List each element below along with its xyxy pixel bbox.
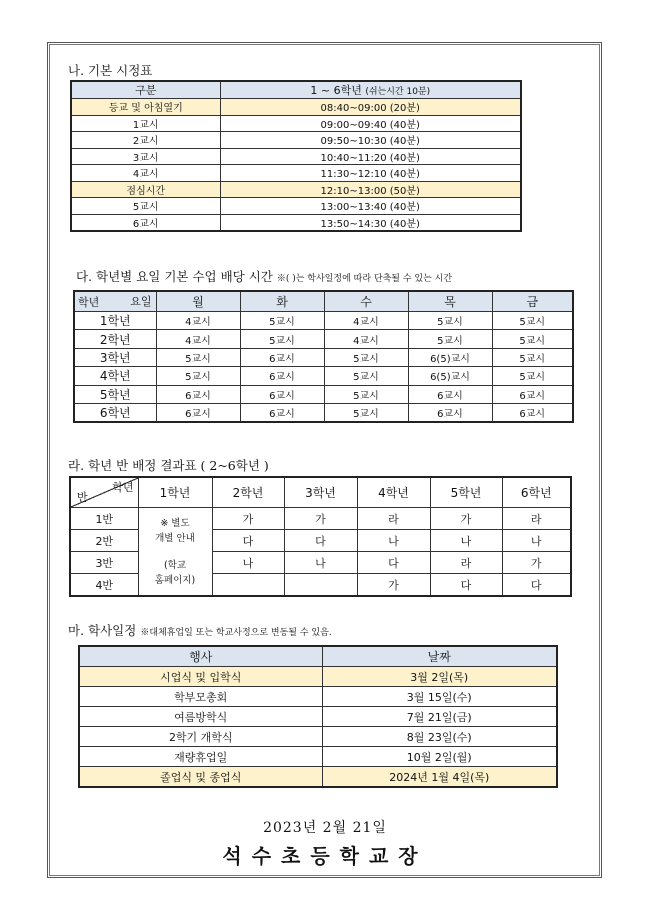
table-header-row: [71, 81, 521, 99]
table-row: 1교시 09:00~09:40 (40분): [71, 115, 521, 132]
class-assignment-table: [69, 476, 572, 597]
table-header-row: 행사 날짜: [79, 646, 557, 667]
school-principal-signature: 석수초등학교장: [222, 844, 428, 868]
table-row: 6학년 6교시 6교시 5교시 6교시 6교시: [74, 403, 573, 422]
section-da-title: 다. 학년별 요일 기본 수업 배당 시간 ※( )는 학사일정에 따라 단축될 수 있는 시간: [76, 269, 453, 284]
table-row: 6교시 13:50~14:30 (40분): [71, 214, 521, 231]
issue-date: 2023년 2월 21일: [263, 820, 387, 836]
table-row: 재량휴업일 10월 2일(월): [79, 747, 557, 767]
table-row: 1반 ※ 별도 개별 안내 (학교 홈페이지) 가 가 라 가 라: [70, 508, 571, 530]
table-row: 3학년 5교시 6교시 5교시 6(5)교시 5교시: [74, 348, 573, 366]
weekly-lessons-table: [73, 290, 574, 423]
table-row: 등교 및 아침열기 08:40~09:00 (20분): [71, 99, 521, 116]
table-row: 2학기 개학식 8월 23일(수): [79, 727, 557, 747]
table-header-row: 요일 학년 월 화 수 목 금: [74, 291, 573, 312]
table-row: 여름방학식 7월 21일(금): [79, 707, 557, 727]
table-row: 졸업식 및 종업식 2024년 1월 4일(목): [79, 767, 557, 788]
table-row: 점심시간 12:10~13:00 (50분): [71, 181, 521, 198]
table-row: 학부모총회 3월 15일(수): [79, 687, 557, 707]
section-na-title: 나. 기본 시정표: [68, 63, 153, 78]
corner-header: 학년 반: [70, 477, 138, 508]
table-row: 5학년 6교시 6교시 5교시 6교시 6교시: [74, 385, 573, 403]
table-row: 4학년 5교시 6교시 5교시 6(5)교시 5교시: [74, 367, 573, 385]
table-row: 1학년 4교시 5교시 4교시 5교시 5교시: [74, 312, 573, 330]
table-row: 3교시 10:40~11:20 (40분): [71, 148, 521, 165]
grade1-notice-cell: ※ 별도 개별 안내 (학교 홈페이지): [138, 508, 212, 597]
academic-calendar-table: [78, 645, 558, 788]
corner-header: 요일 학년: [74, 291, 156, 312]
table-row: 2교시 09:50~10:30 (40분): [71, 132, 521, 149]
table-row: 5교시 13:00~13:40 (40분): [71, 198, 521, 215]
basic-timetable: [70, 80, 522, 232]
table-row: 2학년 4교시 5교시 4교시 5교시 5교시: [74, 330, 573, 348]
table-row: 2반 다 다 나 나 나: [70, 530, 571, 552]
table-header-row: 학년 반 1학년 2학년 3학년 4학년 5학년 6학년: [70, 477, 571, 508]
table-row: 4반 가 다 다: [70, 574, 571, 597]
table-row: 시업식 및 입학식 3월 2일(목): [79, 667, 557, 687]
table-row: 3반 나 나 다 라 가: [70, 552, 571, 574]
section-ma-title: 마. 학사일정 ※대체휴업일 또는 학교사정으로 변동될 수 있음.: [68, 623, 332, 638]
table-row: 4교시 11:30~12:10 (40분): [71, 165, 521, 182]
header-category: 구분: [71, 81, 220, 99]
section-ra-title: 라. 학년 반 배정 결과표 ( 2~6학년 ): [68, 458, 269, 473]
header-grades: 1 ~ 6학년 (쉬는시간 10분): [220, 81, 521, 99]
